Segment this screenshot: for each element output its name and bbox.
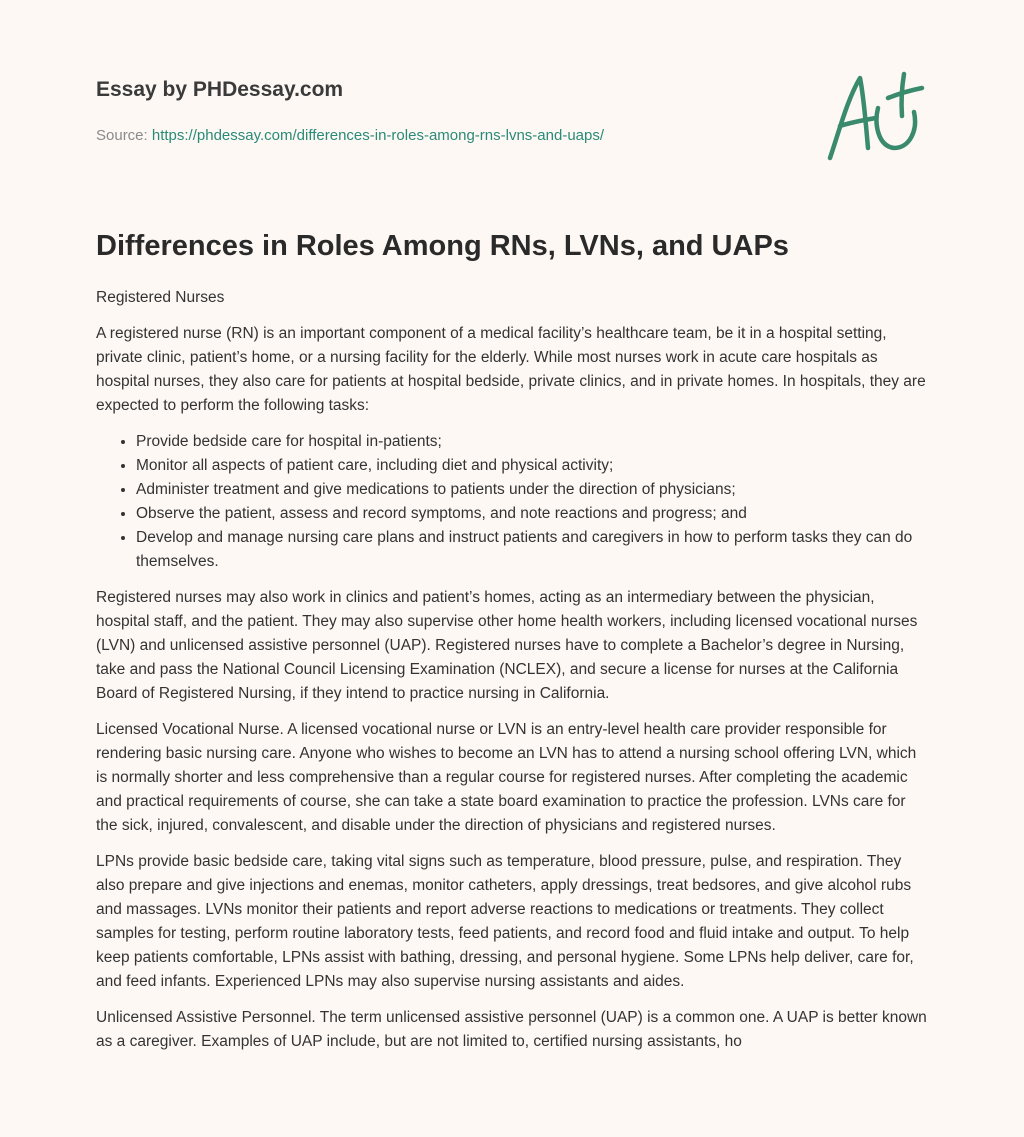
essay-header: [96, 76, 796, 146]
source-line: [96, 126, 796, 146]
list-item: • Observe the patient, assess and record symptoms, and note reactions and progress; and: [136, 502, 928, 526]
body-paragraph: Licensed Vocational Nurse. A licensed vocational nurse or LVN is an entry-level health care provider responsible for rendering basic nursing care. Anyone who wishes to become an LVN has to attend a nursing school offering LVN, which is normally shorter and less comprehensive than a regular course for registered nurses. After completing the academic and practical requirements of course, she can take a state board examination to practice the profession. LVNs care for the sick, injured, convalescent, and disable under the direction of physicians and registered nurses.: [96, 721, 917, 834]
body-paragraph: Unlicensed Assistive Personnel. The term unlicensed assistive personnel (UAP) is a common one. A UAP is better known as a caregiver. Examples of UAP include, but are not limited to, certified nursing assistants, ho: [96, 1009, 927, 1050]
article: [96, 226, 928, 1066]
source-link[interactable]: https://phdessay.com/differences-in-roles-among-rns-lvns-and-uaps/: [151, 127, 605, 144]
article-title: Differences in Roles Among RNs, LVNs, and UAPs: [96, 230, 789, 262]
intro-paragraph: A registered nurse (RN) is an important component of a medical facility’s healthcare team, be it in a hospital setting, private clinic, patient’s home, or a nursing facility for the elderly. While most nurses work in acute care hospitals as hospital nurses, they also care for patients at hospital bedside, private clinics, and in private homes. In hospitals, they are expected to perform the following tasks:: [96, 325, 926, 414]
site-brand: Essay by PHDessay.com: [96, 78, 344, 101]
section-heading: Registered Nurses: [96, 289, 225, 306]
a-plus-grade-icon: [822, 68, 928, 164]
list-item: • Develop and manage nursing care plans and instruct patients and caregivers in how to perform tasks they can do themselves.: [136, 526, 928, 574]
list-item: • Administer treatment and give medications to patients under the direction of physicians;: [136, 478, 928, 502]
body-paragraph: LPNs provide basic bedside care, taking vital signs such as temperature, blood pressure, pulse, and respiration. They also prepare and give injections and enemas, monitor catheters, apply dressings, treat bedsores, and give alcohol rubs and massages. LVNs monitor their patients and report adverse reactions to medications or treatments. They collect samples for testing, perform routine laboratory tests, feed patients, and record food and fluid intake and output. To help keep patients comfortable, LPNs assist with bathing, dressing, and personal hygiene. Some LPNs help deliver, care for, and feed infants. Experienced LPNs may also supervise nursing assistants and aides.: [96, 853, 914, 990]
list-item: • Monitor all aspects of patient care, including diet and physical activity;: [136, 454, 928, 478]
body-paragraph: Registered nurses may also work in clinics and patient’s homes, acting as an intermediary between the physician, hospital staff, and the patient. They may also supervise other home health workers, including licensed vocational nurses (LVN) and unlicensed assistive personnel (UAP). Registered nurses have to complete a Bachelor’s degree in Nursing, take and pass the National Council Licensing Examination (NCLEX), and secure a license for nurses at the California Board of Registered Nursing, if they intend to practice nursing in California.: [96, 589, 918, 702]
list-item: • Provide bedside care for hospital in-patients;: [136, 430, 928, 454]
rn-task-list: [96, 430, 928, 574]
source-label: Source:: [96, 127, 148, 144]
